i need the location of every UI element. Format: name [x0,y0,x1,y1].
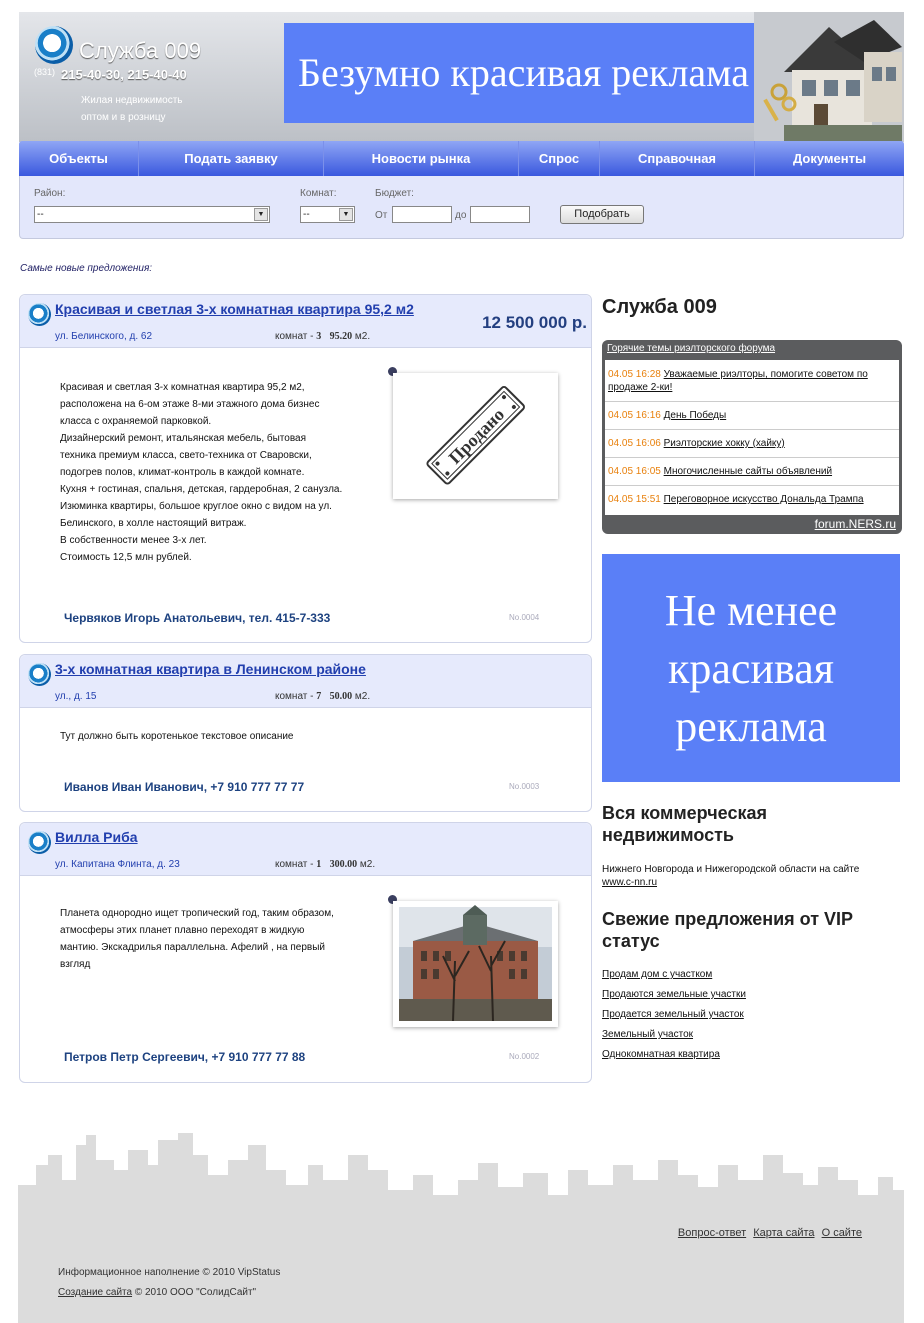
listing-title[interactable]: 3-х комнатная квартира в Ленинском районе [55,661,366,677]
rooms-count: 3 [316,331,322,342]
rooms-select-value: -- [303,209,310,220]
phone-numbers: 215-40-30, 215-40-40 [61,67,187,82]
site-name[interactable]: Служба 009 [79,38,202,63]
vip-link[interactable]: Продам дом с участком [602,969,713,980]
forum-heading[interactable]: Горячие темы риэлторского форума [607,343,776,354]
listing-number: No.0002 [509,1052,540,1061]
nav-item-market-news[interactable]: Новости рынка [324,141,519,176]
nav-item-reference[interactable]: Справочная [600,141,755,176]
listing-rooms-area [275,331,370,342]
commercial-text [602,863,859,889]
forum-item[interactable] [608,368,893,394]
footer-link-faq[interactable]: Вопрос-ответ [677,1227,747,1239]
rooms-label: комнат - [275,331,314,342]
budget-label: Бюджет: [375,188,414,199]
listing-number: No.0003 [509,782,540,791]
listing-card [19,822,592,1083]
rooms-select[interactable] [300,206,355,223]
district-select[interactable] [34,206,270,223]
forum-item-link[interactable]: День Победы [663,410,727,421]
listing-rooms-area [275,691,370,702]
house-with-keys-icon [754,12,904,142]
listing-card [19,654,592,812]
forum-item[interactable] [608,465,893,478]
logo-icon [28,831,51,854]
search-filter [19,176,904,239]
sold-stamp-text: Продано [444,404,509,468]
listing-header [20,655,591,708]
listing-address: ул., д. 15 [55,691,97,702]
rooms-count: 7 [316,691,322,702]
tagline-line-2: оптом и в розницу [81,112,166,123]
footer-link-sitemap[interactable]: Карта сайта [753,1227,815,1239]
forum-item-time: 04.05 15:51 [608,494,661,505]
footer-creation-link[interactable]: Создание сайта [58,1287,133,1298]
listing-photo[interactable] [393,901,558,1027]
divider [605,429,899,430]
listing-header [20,823,591,876]
commercial-title: Вся коммерческая недвижимость [602,803,767,845]
main-nav [19,141,904,176]
listing-address: ул. Белинского, д. 62 [55,331,153,342]
footer-links [674,1227,862,1239]
nav-item-documents[interactable]: Документы [792,151,867,166]
vip-title: Свежие предложения от VIP статус [602,909,853,951]
nav-item-demand[interactable]: Спрос [519,141,600,176]
nav-item-submit-request[interactable]: Подать заявку [139,141,324,176]
logo-icon [28,303,51,326]
vip-link[interactable]: Земельный участок [602,1029,694,1040]
listing-contact: Иванов Иван Иванович, +7 910 777 77 77 [64,780,305,794]
site-header [19,12,904,142]
vip-link[interactable]: Однокомнатная квартира [602,1049,720,1060]
listing-photo[interactable] [393,373,558,499]
district-label: Район: [34,188,66,199]
forum-item-link[interactable]: Уважаемые риэлторы, помогите советом по продаже 2-ки! [608,369,868,393]
logo-icon[interactable] [35,26,73,64]
budget-to-label: до [455,210,467,221]
chevron-down-icon[interactable]: ▼ [339,208,353,221]
forum-item-link[interactable]: Переговорное искусство Дональда Трампа [663,494,864,505]
building-photo-icon [393,901,558,1027]
listing-contact: Петров Петр Сергеевич, +7 910 777 77 88 [64,1050,306,1064]
budget-from-label: От [375,210,388,221]
footer-developer [58,1287,256,1298]
forum-item-time: 04.05 16:28 [608,369,661,380]
listing-title[interactable]: Красивая и светлая 3-х комнатная квартира 95,2 м2 [55,301,414,317]
district-select-value: -- [37,209,44,220]
divider [605,457,899,458]
forum-item[interactable] [608,409,893,422]
budget-to-input[interactable] [470,206,530,223]
forum-item-time: 04.05 16:05 [608,466,661,477]
area-unit: м2. [354,331,371,342]
listing-description: Тут должно быть коротенькое текстовое описание [60,731,294,742]
site-footer [18,1125,904,1323]
tagline [81,92,183,126]
divider [605,401,899,402]
area-unit: м2. [359,859,376,870]
chevron-down-icon[interactable]: ▼ [254,208,268,221]
forum-item-link[interactable]: Риэлторские хокку (хайку) [663,438,785,449]
forum-item[interactable] [608,493,893,506]
footer-developer-text: © 2010 ООО "СолидСайт" [134,1287,257,1298]
tagline-line-1: Жилая недвижимость [81,95,183,106]
forum-item-link[interactable]: Многочисленные сайты объявлений [663,466,833,477]
phone-code: (831) [34,67,56,77]
footer-link-about[interactable]: О сайте [821,1227,862,1239]
sold-stamp-icon [393,373,558,499]
search-button[interactable]: Подобрать [560,205,644,224]
divider [605,485,899,486]
forum-widget [602,340,902,534]
vip-link[interactable]: Продается земельный участок [602,1009,744,1020]
area-value: 95.20 [329,331,353,342]
rooms-label: Комнат: [300,188,337,199]
listing-title[interactable]: Вилла Риба [55,829,138,845]
commercial-description: Нижнего Новгорода и Нижегородской области на сайте [602,864,860,875]
forum-item-time: 04.05 16:06 [608,438,661,449]
nav-item-objects[interactable]: Объекты [19,141,139,176]
footer-copyright: Информационное наполнение © 2010 VipStatus [58,1267,281,1278]
rooms-label: комнат - [275,691,314,702]
forum-item-time: 04.05 16:16 [608,410,661,421]
listing-address: ул. Капитана Флинта, д. 23 [55,859,180,870]
rooms-count: 1 [316,859,322,870]
listing-header [20,295,591,348]
budget-from-input[interactable] [392,206,452,223]
area-unit: м2. [354,691,371,702]
logo-icon [28,663,51,686]
sidebar-ad-banner[interactable]: Не менее красивая реклама [602,554,900,782]
listing-description: Планета однородно ищет тропический год, таким образом, атмосферы этих планет плавно переходят в жидкую мантию. Экскадрилья параллельна. Афелий , на первый взгляд [60,908,334,970]
listing-price: 12 500 000 р. [482,313,587,332]
forum-list [605,360,899,515]
listing-contact: Червяков Игорь Анатольевич, тел. 415-7-333 [64,611,331,625]
header-ad-banner[interactable]: Безумно красивая реклама [284,23,763,123]
newest-offers-label: Самые новые предложения: [20,263,153,274]
forum-item[interactable] [608,437,893,450]
listing-number: No.0004 [509,613,540,622]
listing-card [19,294,592,643]
sidebar-title: Служба 009 [602,296,717,318]
area-value: 50.00 [329,691,353,702]
rooms-label: комнат - [275,859,314,870]
listing-rooms-area [275,859,375,870]
vip-link[interactable]: Продаются земельные участки [602,989,746,1000]
area-value: 300.00 [329,859,358,870]
commercial-link[interactable]: www.c-nn.ru [602,877,658,888]
forum-link[interactable]: forum.NERS.ru [814,517,896,531]
listing-description: Красивая и светлая 3-х комнатная квартира 95,2 м2, расположена на 6-ом этаже 8-ми этажного дома бизнес класса с охраняемой парковкой. Дизайнерский ремонт, итальянская мебель, бытовая техника премиум класса, свето-техника от Сваровски, подогрев полов, климат-контроль в каждой комнате. Кухня + гостиная, спальня, детская, гардеробная, 2 санузла. Изюминка квартиры, большое круглое окно с видом на ул. Белинского, в холле настоящий витраж. В собственности менее 3-х лет. Стоимость 12,5 млн рублей. [60,382,343,563]
